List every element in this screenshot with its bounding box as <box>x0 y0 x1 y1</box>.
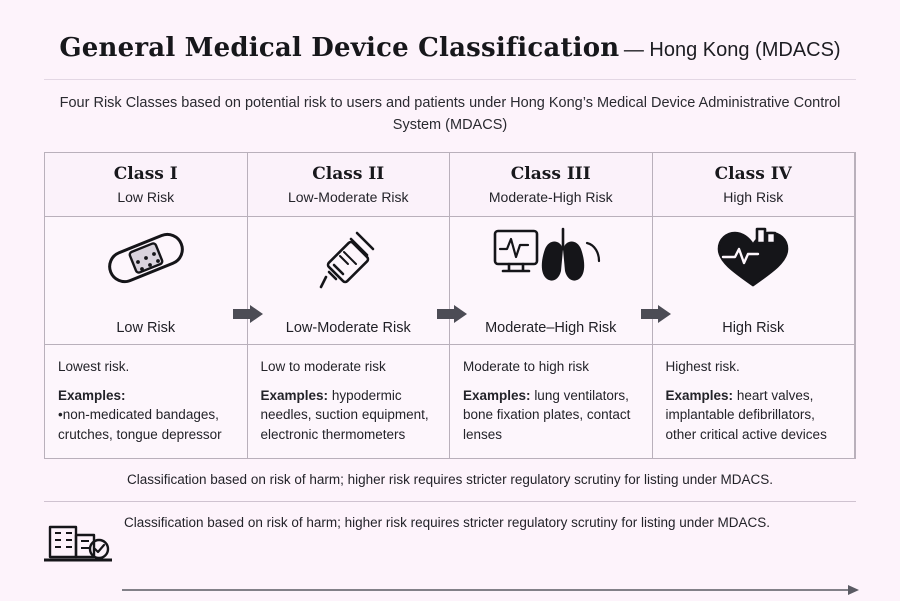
icon-cell-3 <box>450 217 652 345</box>
class-label-4: Class IV <box>714 164 792 184</box>
page-title-suffix: — Hong Kong (MDACS) <box>623 39 841 61</box>
risk-class-column-2 <box>248 153 451 458</box>
icon-caption-2: Low-Moderate Risk <box>285 320 411 336</box>
risk-class-column-1 <box>45 153 248 458</box>
icon-cell-1 <box>45 217 247 345</box>
column-header-1 <box>45 153 247 217</box>
syringe-icon <box>313 225 383 295</box>
risk-label-3: Moderate-High Risk <box>488 189 613 205</box>
column-body-4 <box>653 345 855 458</box>
examples-label-2: Examples: <box>260 387 329 403</box>
risk-class-matrix <box>44 152 856 459</box>
bottom-note-text: Classification based on risk of harm; higher risk requires stricter regulatory scrutiny for listing under MDACS. <box>124 515 770 530</box>
heart-implant-icon <box>707 225 799 291</box>
column-header-2 <box>248 153 450 217</box>
examples-label-1: Examples: <box>58 387 126 403</box>
class-label-1: Class I <box>113 164 178 184</box>
class-label-3: Class III <box>510 164 591 184</box>
column-body-1 <box>45 345 247 458</box>
examples-text-1: •non-medicated bandages, crutches, tongue depressor <box>58 407 222 442</box>
icon-caption-3: Moderate–High Risk <box>485 320 617 336</box>
examples-label-4: Examples: <box>665 387 734 403</box>
lead-text-1: Lowest risk. <box>58 359 130 374</box>
column-body-2 <box>248 345 450 458</box>
examples-text-2: hypodermic needles, suction equipment, electronic thermometers <box>260 387 429 442</box>
bandage-icon <box>100 225 192 287</box>
progression-arrow-3 <box>641 305 671 323</box>
column-header-3 <box>450 153 652 217</box>
progression-arrow-1 <box>233 305 263 323</box>
icon-cell-2 <box>248 217 450 345</box>
page-title <box>44 0 856 80</box>
risk-label-2: Low-Moderate Risk <box>287 189 409 205</box>
column-body-3 <box>450 345 652 458</box>
lead-text-3: Moderate to high risk <box>463 359 590 374</box>
icon-caption-4: High Risk <box>722 320 785 336</box>
class-label-2: Class II <box>312 164 385 184</box>
examples-4 <box>666 386 843 445</box>
examples-text-4: heart valves, implantable defibrillators, other critical active devices <box>665 387 827 442</box>
icon-cell-4 <box>653 217 855 345</box>
page-subtitle: Four Risk Classes based on potential risk to users and patients under Hong Kong’s Medical Device Administrative Control System (MDACS) <box>59 95 841 133</box>
hospital-building-icon <box>44 513 122 570</box>
examples-1 <box>58 386 235 445</box>
risk-label-1: Low Risk <box>117 189 175 205</box>
timeline-arrow <box>122 583 860 601</box>
examples-label-3: Examples: <box>463 387 531 403</box>
matrix-footnote: Classification based on risk of harm; higher risk requires stricter regulatory scrutiny for listing under MDACS. <box>127 472 773 487</box>
bottom-band <box>44 502 856 570</box>
risk-class-column-4 <box>653 153 856 458</box>
page-title-main: General Medical Device Classification <box>59 33 620 63</box>
progression-arrow-2 <box>437 305 467 323</box>
risk-label-4: High Risk <box>723 189 784 205</box>
lead-text-4: Highest risk. <box>665 359 740 374</box>
column-header-4 <box>653 153 855 217</box>
icon-caption-1: Low Risk <box>116 320 176 336</box>
lead-text-2: Low to moderate risk <box>260 359 386 374</box>
risk-class-column-3 <box>450 153 653 458</box>
examples-text-3: lung ventilators, bone fixation plates, contact lenses <box>463 387 631 442</box>
examples-2 <box>261 386 438 445</box>
examples-3 <box>463 386 640 445</box>
ventilator-lungs-icon <box>491 225 611 289</box>
